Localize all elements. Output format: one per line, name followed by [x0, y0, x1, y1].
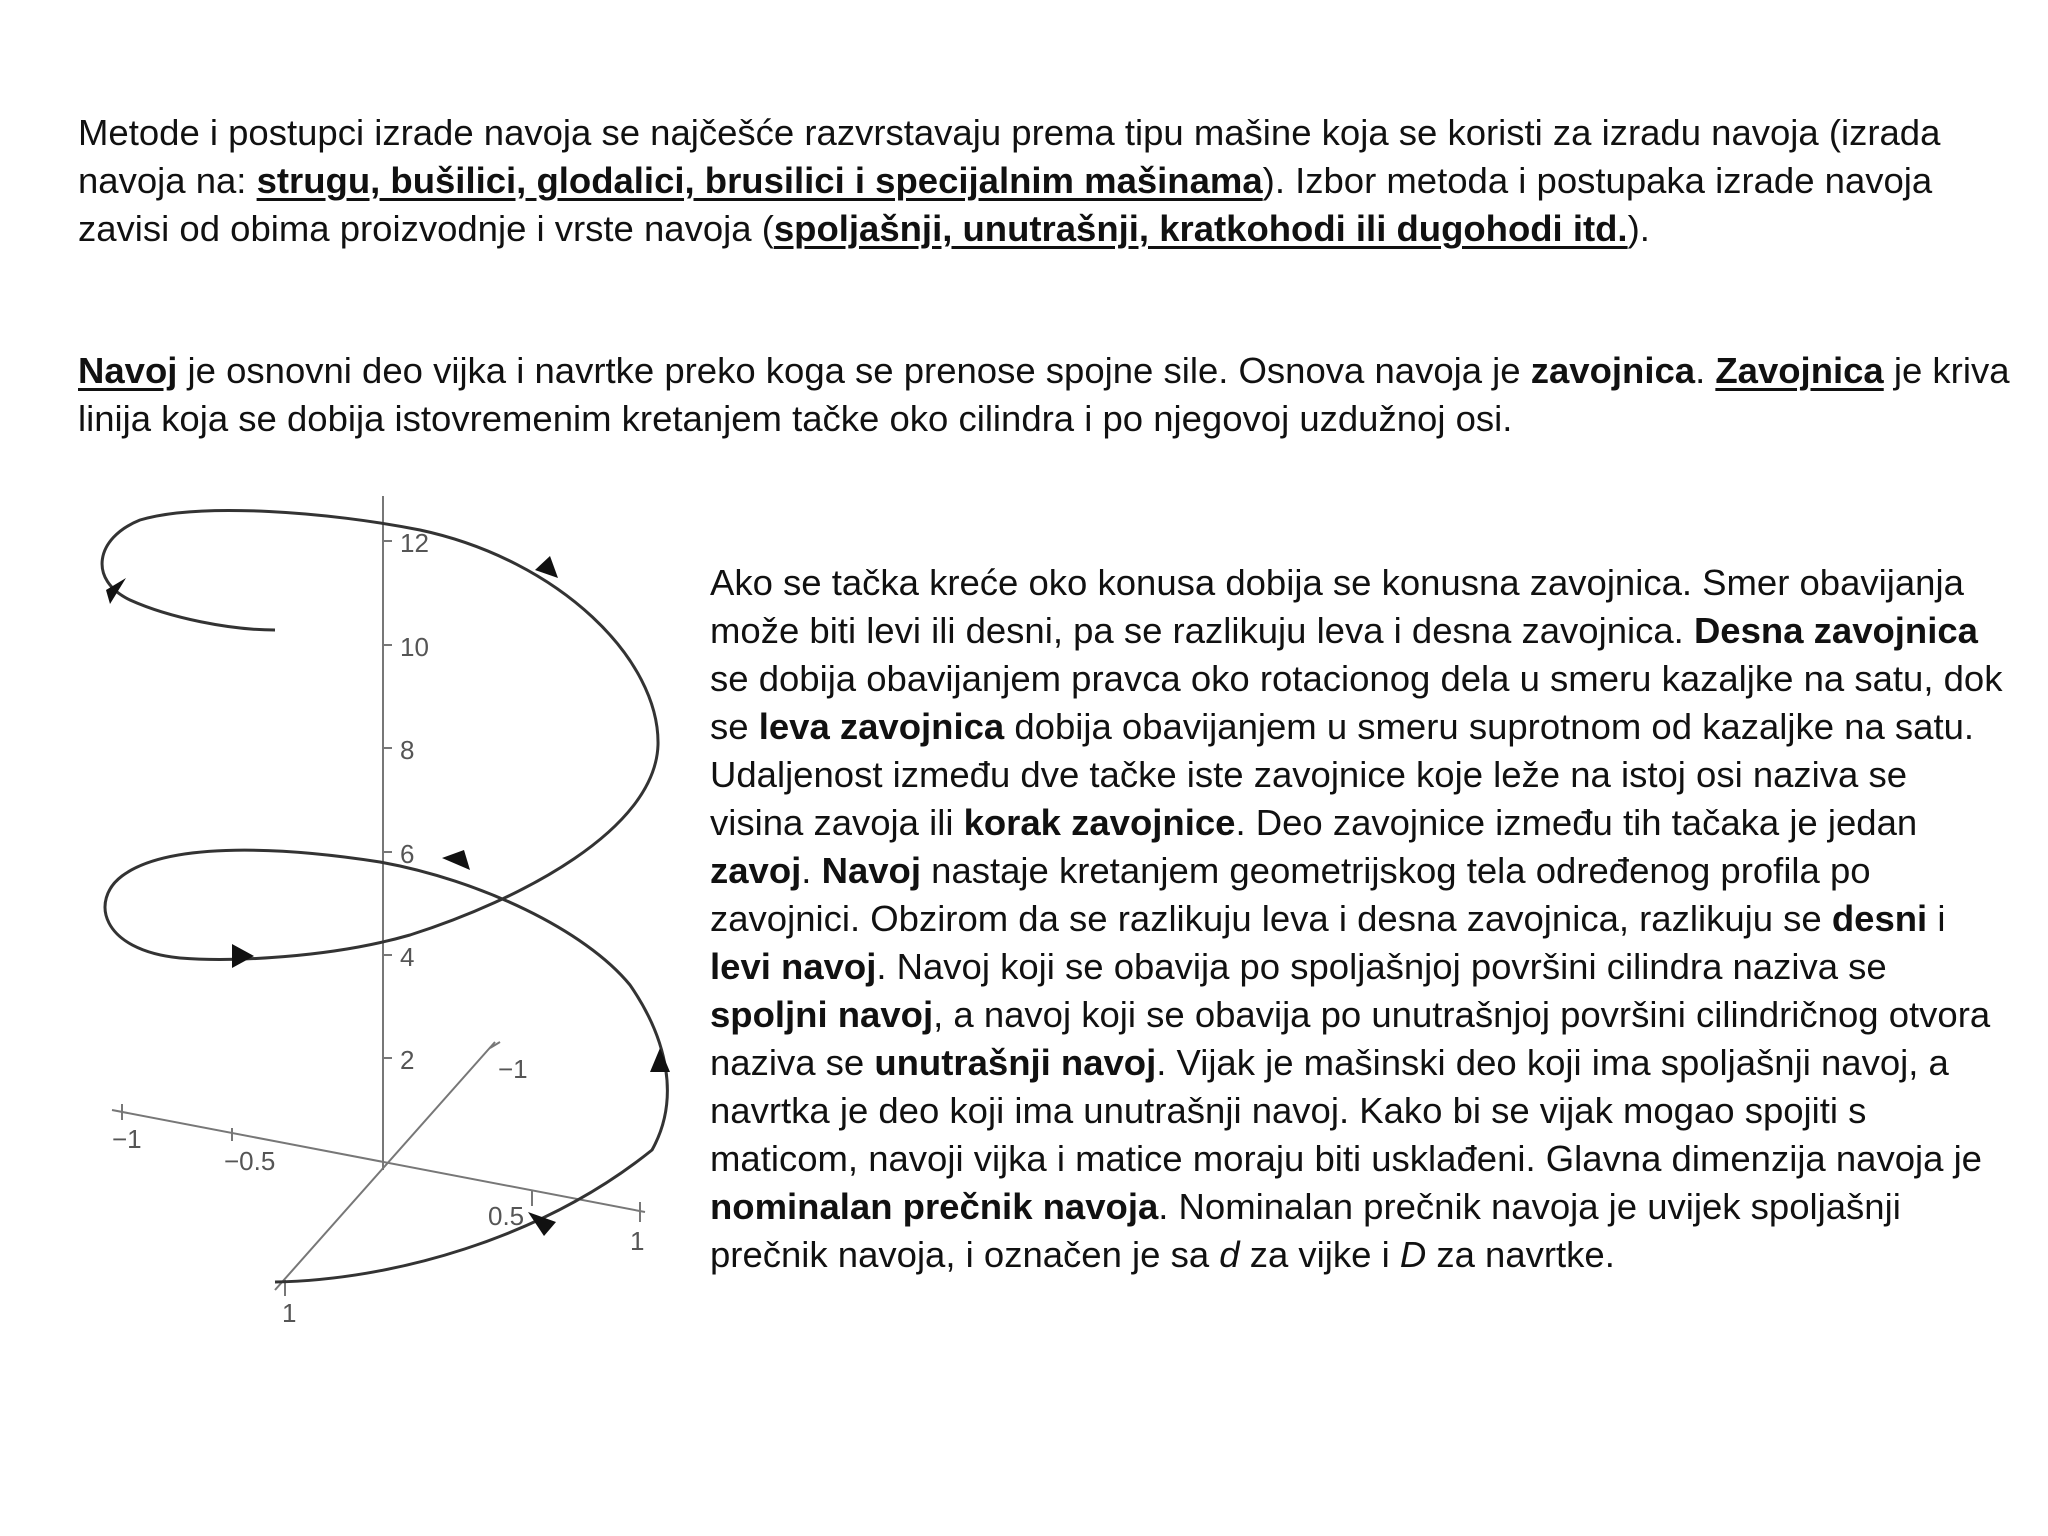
term-navoj: Navoj — [821, 849, 921, 891]
explanation-text: Ako se tačka kreće oko konusa dobija se konusna zavojnica. Smer obavijanja može biti levi ili desni, pa se razlikuju leva i desna zavojnica. — [710, 561, 1964, 651]
z-tick-label: 10 — [400, 632, 429, 662]
term-nominalan-precnik: nominalan prečnik navoja — [710, 1185, 1159, 1227]
definition-text-3: je kriva linija koja se dobija istovremenim kretanjem tačke oko cilindra i po njegovoj uzdužnoj osi. — [78, 349, 2010, 439]
term-zavojnica: Zavojnica — [1715, 349, 1884, 391]
arrow-marker — [535, 556, 558, 578]
explanation-text: . Deo zavojnice između tih tačaka je jedan — [1235, 801, 1918, 843]
symbol-D: D — [1399, 1233, 1427, 1275]
term-korak-zavojnice: korak zavojnice — [963, 801, 1236, 843]
explanation-paragraph — [710, 559, 2010, 1279]
y-tick-label: 1 — [282, 1298, 297, 1328]
intro-text-2: ). Izbor metoda i postupaka izrade navoja zavisi od obima proizvodnje i vrste navoja ( — [78, 159, 1933, 249]
definition-text-2: . — [1695, 349, 1716, 391]
z-tick-label: 2 — [400, 1045, 415, 1075]
explanation-text: . Navoj koji se obavija po spoljašnjoj površini cilindra naziva se — [876, 945, 1887, 987]
explanation-text: za navrtke. — [1426, 1233, 1615, 1275]
explanation-text: , a navoj koji se obavija po unutrašnjoj površini cilindričnog otvora naziva se — [710, 993, 1991, 1083]
explanation-text: za vijke i — [1239, 1233, 1400, 1275]
helix-axes — [112, 496, 645, 1296]
intro-text-3: ). — [1627, 207, 1650, 249]
symbol-d: d — [1219, 1233, 1240, 1275]
x-tick-label: 0.5 — [488, 1201, 525, 1231]
definition-text-1: je osnovni deo vijka i navrtke preko koga se prenose spojne sile. Osnova navoja je — [177, 349, 1531, 391]
explanation-text: i — [1927, 897, 1946, 939]
explanation-text: se dobija obavijanjem pravca oko rotacionog dela u smeru kazaljke na satu, dok se — [710, 657, 2003, 747]
term-leva-zavojnica: leva zavojnica — [758, 705, 1005, 747]
term-zavoj: zavoj — [710, 849, 802, 891]
z-tick-label: 12 — [400, 528, 429, 558]
explanation-text: . — [801, 849, 822, 891]
definition-paragraph — [78, 347, 2018, 443]
term-desna-zavojnica: Desna zavojnica — [1693, 609, 1978, 651]
intro-paragraph — [78, 109, 2018, 253]
explanation-text: . Nominalan prečnik navoja je uvijek spoljašnji prečnik navoja, i označen je sa — [710, 1185, 1901, 1275]
x-axis — [112, 1110, 645, 1212]
z-tick-label: 8 — [400, 735, 415, 765]
machine-list: strugu, bušilici, glodalici, brusilici i specijalnim mašinama — [256, 159, 1263, 201]
x-tick-label: 1 — [630, 1226, 645, 1256]
helix-figure — [90, 490, 690, 1340]
term-navoj: Navoj — [78, 349, 178, 391]
x-tick-label: −0.5 — [224, 1146, 276, 1176]
y-axis — [275, 1042, 495, 1290]
term-spoljni-navoj: spoljni navoj — [710, 993, 934, 1035]
thread-types-list: spoljašnji, unutrašnji, kratkohodi ili dugohodi itd. — [773, 207, 1628, 249]
explanation-text: nastaje kretanjem geometrijskog tela određenog profila po zavojnici. Obzirom da se razlikuju leva i desna zavojnica, razlikuju se — [710, 849, 1871, 939]
z-tick-label: 6 — [400, 839, 415, 869]
z-tick-label: 4 — [400, 942, 415, 972]
arrow-marker — [650, 1048, 670, 1072]
arrow-marker — [232, 944, 254, 968]
arrow-marker — [442, 850, 470, 870]
explanation-text: . Vijak je mašinski deo koji ima spoljašnji navoj, a navrtka je deo koji ima unutrašnji navoj. Kako bi se vijak mogao spojiti s maticom, navoji vijka i matice moraju biti usklađeni. Glavna dimenzija navoja je — [710, 1041, 1982, 1179]
term-desni: desni — [1831, 897, 1928, 939]
explanation-text: dobija obavijanjem u smeru suprotnom od kazaljke na satu. Udaljenost između dve tačke iste zavojnice koje leže na istoj osi naziva se visina zavoja ili — [710, 705, 1975, 843]
y-tick-label: −1 — [498, 1054, 528, 1084]
x-tick-label: −1 — [112, 1124, 142, 1154]
intro-text-1: Metode i postupci izrade navoja se najčešće razvrstavaju prema tipu mašine koja se koristi za izradu navoja (izrada navoja na: — [78, 111, 1941, 201]
term-levi-navoj: levi navoj — [710, 945, 877, 987]
term-unutrasnji-navoj: unutrašnji navoj — [874, 1041, 1157, 1083]
term-zavojnica-bold: zavojnica — [1530, 349, 1696, 391]
helix-direction-arrows — [106, 556, 670, 1236]
